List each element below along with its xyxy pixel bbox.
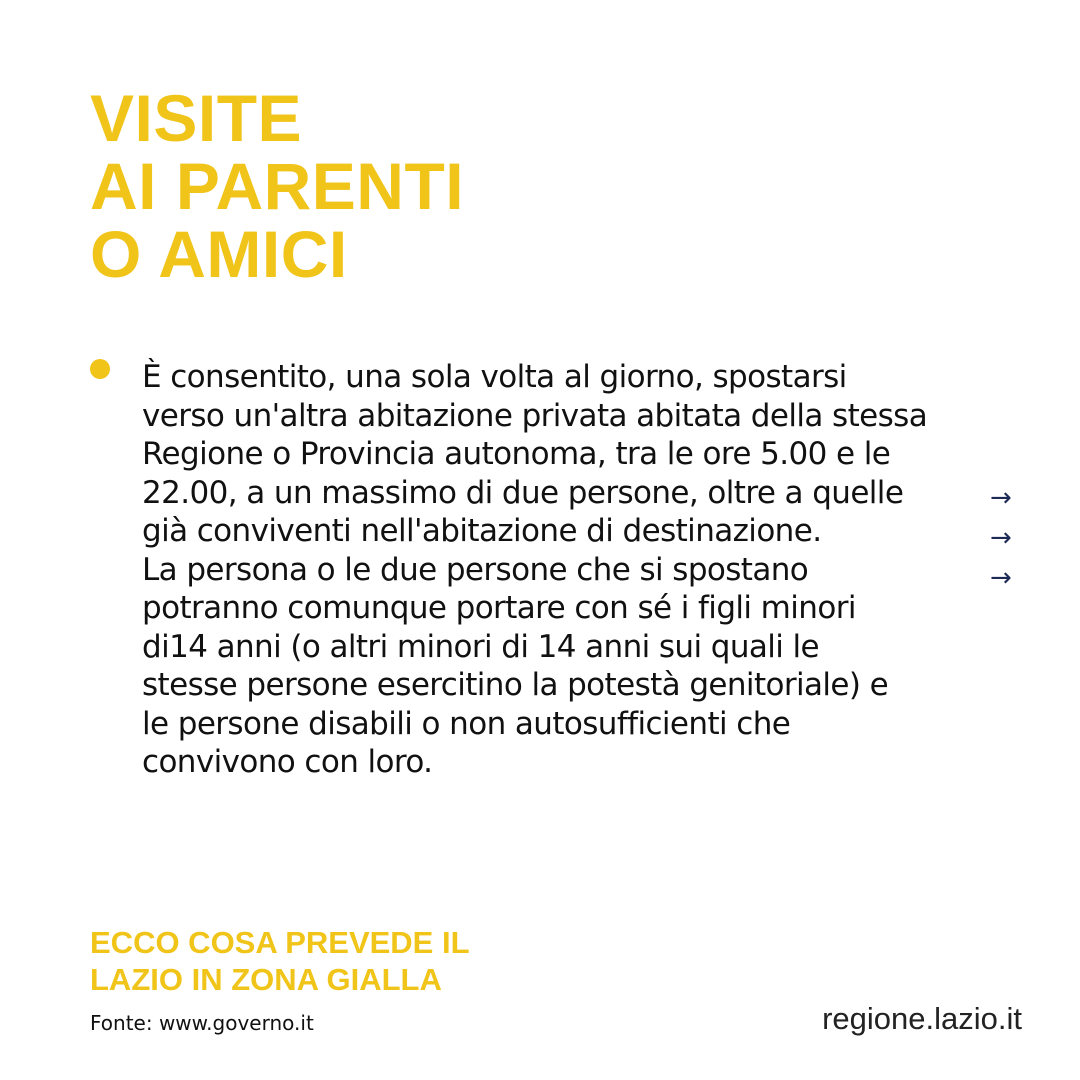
body-line: convivono con loro. <box>142 744 433 780</box>
body-paragraph <box>142 358 982 782</box>
title-line: O AMICI <box>90 217 348 291</box>
body-line: verso un'altra abitazione privata abitata della stessa <box>142 397 928 434</box>
source-credit: Fonte: www.governo.it <box>90 1011 314 1035</box>
title-line: VISITE <box>90 81 303 155</box>
arrow-right-icon: → <box>990 483 1012 513</box>
bullet-dot-icon <box>90 359 110 379</box>
body-line: La persona o le due persone che si spostano <box>142 551 809 588</box>
subtitle <box>90 924 470 998</box>
site-url: regione.lazio.it <box>822 1001 1022 1036</box>
title-line: AI PARENTI <box>90 149 465 223</box>
subtitle-line: LAZIO IN ZONA GIALLA <box>90 962 442 997</box>
body-line: stesse persone esercitino la potestà genitoriale) e <box>142 667 889 703</box>
body-line: potranno comunque portare con sé i figli minori <box>142 590 856 626</box>
body-line: le persone disabili o non autosufficienti che <box>142 705 791 742</box>
arrow-right-icon: → <box>990 563 1012 593</box>
body-line: di14 anni (o altri minori di 14 anni sui quali le <box>142 628 820 665</box>
swipe-arrows <box>990 478 1030 598</box>
body-line: 22.00, a un massimo di due persone, oltre a quelle <box>142 474 904 511</box>
arrow-right-icon: → <box>990 523 1012 553</box>
body-line: È consentito, una sola volta al giorno, spostarsi <box>142 359 847 395</box>
page-title <box>90 81 465 291</box>
body-line: già conviventi nell'abitazione di destinazione. <box>142 513 822 549</box>
subtitle-line: ECCO COSA PREVEDE IL <box>90 925 470 960</box>
body-line: Regione o Provincia autonoma, tra le ore 5.00 e le <box>142 436 891 472</box>
